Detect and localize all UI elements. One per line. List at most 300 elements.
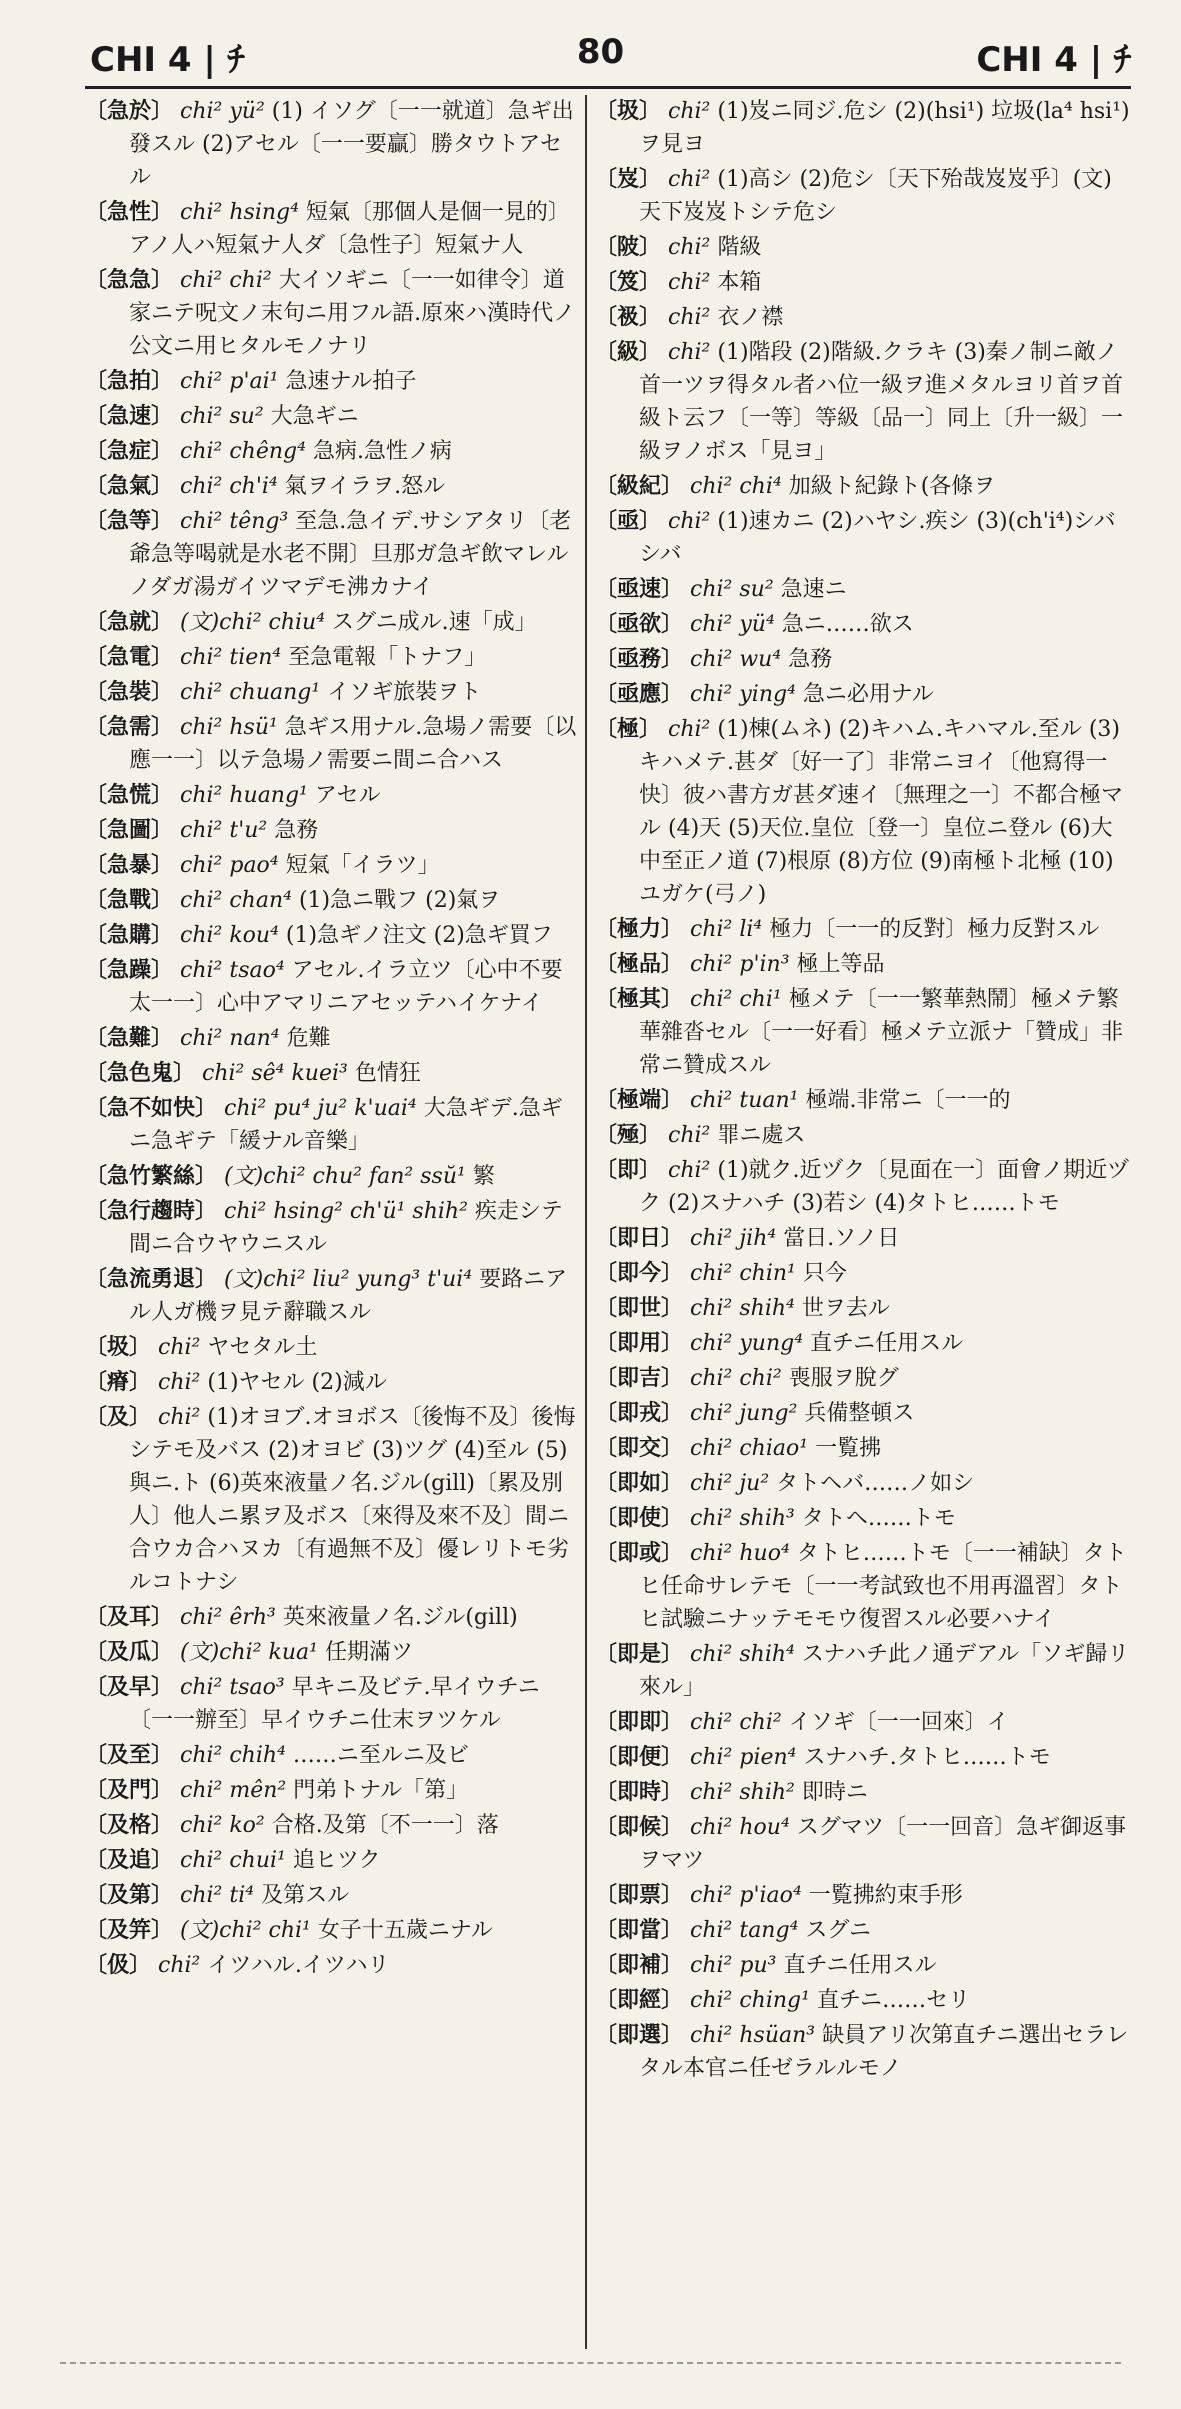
dictionary-entry xyxy=(595,2019,1131,2085)
entry-definition: 英來液量ノ名.ジル(gill) xyxy=(282,1605,518,1630)
entry-definition: (1)岌ニ同ジ.危シ (2)(hsi¹) 垃圾(la⁴ hsi¹)ヲ見ヨ xyxy=(639,99,1130,157)
entry-romanization: chi² nan⁴ xyxy=(180,1026,280,1051)
entry-definition: (1) イソグ〔一一就道〕急ギ出發スル (2)アセル〔一一要贏〕勝タウトアセル xyxy=(129,99,574,190)
entry-romanization: chi² xyxy=(158,1370,201,1395)
entry-headword: 〔急色鬼〕 xyxy=(85,1060,196,1086)
entry-headword: 〔極其〕 xyxy=(595,986,684,1012)
entry-definition: 氣ヲイラヲ.怒ル xyxy=(284,474,446,499)
entry-headword: 〔即或〕 xyxy=(595,1540,684,1566)
entry-headword: 〔急性〕 xyxy=(85,199,174,225)
entry-romanization: chi² pien⁴ xyxy=(690,1745,797,1770)
header-left-guide: CHI 4 | ﾁ xyxy=(90,40,245,80)
entry-definition: アセル xyxy=(314,783,381,808)
entry-headword: 〔急就〕 xyxy=(85,609,174,635)
entry-romanization: chi² chi¹ xyxy=(690,987,782,1012)
entry-romanization: chi² jih⁴ xyxy=(690,1226,777,1251)
entry-romanization: (文)chi² chi¹ xyxy=(180,1918,311,1943)
entry-definition: ヤセタル土 xyxy=(207,1335,318,1360)
dictionary-entry xyxy=(595,1432,1131,1465)
entry-headword: 〔圾〕 xyxy=(85,1334,152,1360)
entry-definition: イソギ〔一一回來〕イ xyxy=(788,1710,1009,1735)
entry-romanization: chi² shih³ xyxy=(690,1506,795,1531)
entry-romanization: chi² ying⁴ xyxy=(690,682,796,707)
entry-romanization: chi² ti⁴ xyxy=(180,1883,255,1908)
dictionary-entry xyxy=(85,1739,580,1772)
header-right-guide: CHI 4 | ﾁ xyxy=(976,40,1131,80)
dictionary-entry xyxy=(595,1257,1131,1290)
dictionary-entry xyxy=(85,1195,580,1261)
entry-romanization: chi² li⁴ xyxy=(690,917,763,942)
left-column xyxy=(85,95,580,2349)
page-header xyxy=(70,22,1131,82)
entry-headword: 〔急於〕 xyxy=(85,98,174,124)
dictionary-entry xyxy=(85,196,580,262)
dictionary-entry xyxy=(85,814,580,847)
entry-definition: (1)速カニ (2)ハヤシ.疾シ (3)(ch'i⁴)シバシバ xyxy=(639,509,1116,567)
entry-definition: 至急.急イデ.サシアタリ〔老爺急等喝就是水老不開〕旦那ガ急ギ飲マレルノダガ湯ガイツマデモ沸カナイ xyxy=(129,509,572,600)
entry-definition: 階級 xyxy=(717,235,762,260)
entry-headword: 〔急等〕 xyxy=(85,508,174,534)
entry-headword: 〔即用〕 xyxy=(595,1330,684,1356)
entry-romanization: chi² jung² xyxy=(690,1401,798,1426)
dictionary-entry xyxy=(595,1776,1131,1809)
entry-romanization: (文)chi² chiu⁴ xyxy=(180,610,326,635)
entry-romanization: chi² xyxy=(668,509,711,534)
entry-headword: 〔及笄〕 xyxy=(85,1917,174,1943)
entry-romanization: chi² shih² xyxy=(690,1780,795,1805)
entry-headword: 〔亟應〕 xyxy=(595,681,684,707)
entry-romanization: chi² mên² xyxy=(180,1778,287,1803)
entry-romanization: chi² hsing⁴ xyxy=(180,200,299,225)
dictionary-entry xyxy=(85,884,580,917)
entry-romanization: chi² ko² xyxy=(180,1813,265,1838)
dictionary-entry xyxy=(85,779,580,812)
entry-headword: 〔急購〕 xyxy=(85,922,174,948)
entry-headword: 〔急躁〕 xyxy=(85,957,174,983)
entry-romanization: chi² chih⁴ xyxy=(180,1743,286,1768)
entry-definition: 缺員アリ次第直チニ選出セラレタル本官ニ任ゼラルルモノ xyxy=(639,2023,1129,2081)
entry-headword: 〔急需〕 xyxy=(85,714,174,740)
entry-headword: 〔及〕 xyxy=(85,1404,152,1430)
entry-headword: 〔及至〕 xyxy=(85,1742,174,1768)
entry-romanization: chi² pu³ xyxy=(690,1953,777,1978)
entry-headword: 〔即戎〕 xyxy=(595,1400,684,1426)
dictionary-entry xyxy=(595,678,1131,711)
entry-definition: 合格.及第〔不一一〕落 xyxy=(271,1813,499,1838)
dictionary-entry xyxy=(595,1084,1131,1117)
dictionary-entry xyxy=(85,676,580,709)
dictionary-entry xyxy=(85,1057,580,1090)
entry-romanization: chi² pao⁴ xyxy=(180,853,279,878)
entry-headword: 〔圾〕 xyxy=(595,98,662,124)
entry-romanization: chi² tsao³ xyxy=(180,1675,285,1700)
entry-headword: 〔即是〕 xyxy=(595,1641,684,1667)
entry-romanization: chi² huang¹ xyxy=(180,783,308,808)
entry-definition: (1)急ニ戰フ (2)氣ヲ xyxy=(298,888,501,913)
entry-headword: 〔亟務〕 xyxy=(595,646,684,672)
entry-definition: 門弟トナル「第」 xyxy=(293,1778,469,1803)
dictionary-entry xyxy=(85,1671,580,1737)
dictionary-entry xyxy=(595,1914,1131,1947)
entry-definition: 急務 xyxy=(788,647,833,672)
entry-headword: 〔即今〕 xyxy=(595,1260,684,1286)
entry-romanization: chi² xyxy=(668,717,711,742)
entry-romanization: chi² chi⁴ xyxy=(690,474,782,499)
entry-headword: 〔急流勇退〕 xyxy=(85,1266,218,1292)
header-rule xyxy=(85,86,1131,89)
entry-romanization: chi² chuang¹ xyxy=(180,680,321,705)
entry-definition: 女子十五歲ニナル xyxy=(317,1918,493,1943)
entry-definition: 一覧拂 xyxy=(815,1436,882,1461)
entry-headword: 〔及耳〕 xyxy=(85,1604,174,1630)
dictionary-entry xyxy=(85,849,580,882)
entry-definition: 本箱 xyxy=(717,270,762,295)
entry-headword: 〔及瓜〕 xyxy=(85,1639,174,1665)
entry-definition: 及第スル xyxy=(261,1883,350,1908)
entry-romanization: chi² chiao¹ xyxy=(690,1436,809,1461)
entry-headword: 〔衱〕 xyxy=(595,304,662,330)
dictionary-entry xyxy=(85,1366,580,1399)
entry-headword: 〔即當〕 xyxy=(595,1917,684,1943)
entry-definition: 短氣「イラツ」 xyxy=(285,853,440,878)
entry-definition: 極上等品 xyxy=(796,952,885,977)
entry-romanization: chi² chi² xyxy=(690,1710,782,1735)
dictionary-entry xyxy=(595,643,1131,676)
entry-headword: 〔即吉〕 xyxy=(595,1365,684,1391)
dictionary-entry xyxy=(595,1327,1131,1360)
entry-definition: 疾走シテ間ニ合ウヤウニスル xyxy=(129,1199,563,1257)
entry-romanization: chi² hou⁴ xyxy=(690,1815,790,1840)
entry-definition: 即時ニ xyxy=(801,1780,868,1805)
entry-headword: 〔即時〕 xyxy=(595,1779,684,1805)
dictionary-entry xyxy=(85,1263,580,1329)
entry-headword: 〔瘠〕 xyxy=(85,1369,152,1395)
column-divider xyxy=(585,95,587,2349)
entry-romanization: chi² t'u² xyxy=(180,818,268,843)
entry-definition: 衣ノ襟 xyxy=(717,305,784,330)
dictionary-entry xyxy=(85,1809,580,1842)
entry-definition: 兵備整頓ス xyxy=(804,1401,915,1426)
entry-romanization: chi² xyxy=(158,1405,201,1430)
entry-definition: 危難 xyxy=(286,1026,331,1051)
entry-definition: (1)急ギノ注文 (2)急ギ買フ xyxy=(285,923,553,948)
dictionary-entry xyxy=(85,470,580,503)
entry-headword: 〔極品〕 xyxy=(595,951,684,977)
entry-definition: スナハチ.タトヒ……トモ xyxy=(803,1745,1051,1770)
entry-romanization: (文)chi² liu² yung³ t'ui⁴ xyxy=(224,1267,473,1292)
entry-headword: 〔急戰〕 xyxy=(85,887,174,913)
dictionary-entry xyxy=(595,505,1131,571)
entry-headword: 〔級〕 xyxy=(595,339,662,365)
dictionary-entry xyxy=(85,641,580,674)
entry-definition: 至急電報「トナフ」 xyxy=(288,645,487,670)
entry-headword: 〔即候〕 xyxy=(595,1814,684,1840)
entry-definition: 直チニ任用スル xyxy=(783,1953,937,1978)
entry-headword: 〔即〕 xyxy=(595,1157,662,1183)
entry-romanization: chi² chui¹ xyxy=(180,1848,286,1873)
entry-romanization: chi² ching¹ xyxy=(690,1988,810,2013)
entry-romanization: chi² p'in³ xyxy=(690,952,790,977)
entry-romanization: chi² xyxy=(668,235,711,260)
dictionary-entry xyxy=(85,1022,580,1055)
entry-definition: (1)高シ (2)危シ〔天下殆哉岌岌乎〕(文)天下岌岌トシテ危シ xyxy=(639,167,1112,225)
entry-definition: 急速ニ xyxy=(780,577,847,602)
dictionary-entry xyxy=(595,163,1131,229)
dictionary-entry xyxy=(595,1706,1131,1739)
dictionary-entry xyxy=(595,1984,1131,2017)
dictionary-entry xyxy=(85,1774,580,1807)
dictionary-entry xyxy=(595,608,1131,641)
entry-romanization: chi² pu⁴ ju² k'uai⁴ xyxy=(224,1096,417,1121)
entry-definition: 一覧拂約束手形 xyxy=(808,1883,963,1908)
entry-definition: 要路ニアル人ガ機ヲ見テ辭職スル xyxy=(129,1267,568,1325)
dictionary-entry xyxy=(595,336,1131,468)
entry-headword: 〔急難〕 xyxy=(85,1025,174,1051)
entry-definition: 直チニ任用スル xyxy=(810,1331,964,1356)
entry-headword: 〔及格〕 xyxy=(85,1812,174,1838)
entry-headword: 〔即便〕 xyxy=(595,1744,684,1770)
entry-romanization: chi² ju² xyxy=(690,1471,770,1496)
dictionary-entry xyxy=(595,948,1131,981)
entry-headword: 〔伋〕 xyxy=(85,1952,152,1978)
entry-romanization: chi² êrh³ xyxy=(180,1605,276,1630)
entry-definition: 追ヒツク xyxy=(292,1848,381,1873)
dictionary-entry xyxy=(595,1154,1131,1220)
dictionary-entry xyxy=(85,919,580,952)
entry-definition: スナハチ此ノ通デアル「ソギ歸リ來ル」 xyxy=(639,1642,1130,1700)
entry-headword: 〔極〕 xyxy=(595,716,662,742)
entry-definition: 大急ギデ.急ギニ急ギテ「緩ナル音樂」 xyxy=(129,1096,563,1154)
entry-definition: 急病.急性ノ病 xyxy=(312,439,452,464)
right-column xyxy=(595,95,1131,2349)
entry-definition: 喪服ヲ脫グ xyxy=(788,1366,899,1391)
entry-romanization: chi² p'ai¹ xyxy=(180,369,279,394)
entry-definition: 極メテ〔一一繁華熱鬧〕極メテ繁華雜沓セル〔一一好看〕極メテ立派ナ「贊成」非常ニ贊成スル xyxy=(639,987,1124,1078)
entry-definition: 繁 xyxy=(472,1164,495,1189)
entry-romanization: chi² xyxy=(158,1953,201,1978)
entry-headword: 〔即世〕 xyxy=(595,1295,684,1321)
entry-definition: 急ギス用ナル.急場ノ需要〔以應一一〕以テ急場ノ需要ニ間ニ合ハス xyxy=(129,715,577,773)
entry-definition: (1)棟(ムネ) (2)キハム.キハマル.至ル (3)キハメテ.甚ダ〔好一了〕非常ニヨイ〔他寫得一快〕彼ハ書方ガ甚ダ速イ〔無理之一〕不都合極マル (4)天 (5)天位.皇位〔登一〕皇位ニ登ル (6)大中至正ノ道 (7)根原 (8)方位 (9)南極ト北極 (10)ユガケ(弓ノ) xyxy=(639,717,1124,907)
dictionary-entry xyxy=(595,1362,1131,1395)
entry-definition: 短氣〔那個人是個一見的〕アノ人ハ短氣ナ人ダ〔急性子〕短氣ナ人 xyxy=(129,200,570,258)
entry-definition: アセル.イラ立ツ〔心中不要太一一〕心中アマリニアセッテハイケナイ xyxy=(129,958,563,1016)
entry-romanization: chi² têng³ xyxy=(180,509,289,534)
entry-definition: (1)就ク.近ヅク〔見面在一〕面會ノ期近ヅク (2)スナハチ (3)若シ (4)タトヒ……トモ xyxy=(639,1158,1130,1216)
dictionary-entry xyxy=(595,1879,1131,1912)
dictionary-entry xyxy=(595,713,1131,911)
dictionary-entry xyxy=(85,1636,580,1669)
entry-headword: 〔陂〕 xyxy=(595,234,662,260)
entry-romanization: chi² p'iao⁴ xyxy=(690,1883,802,1908)
entry-romanization: chi² xyxy=(668,305,711,330)
dictionary-entry xyxy=(85,95,580,194)
entry-romanization: chi² chi² xyxy=(180,268,272,293)
dictionary-entry xyxy=(595,1467,1131,1500)
entry-definition: 極力〔一一的反對〕極力反對スル xyxy=(769,917,1100,942)
dictionary-entry xyxy=(85,400,580,433)
entry-definition: イツハル.イツハリ xyxy=(207,1953,390,1978)
entry-headword: 〔即選〕 xyxy=(595,2022,684,2048)
entry-definition: 急ニ……欲ス xyxy=(781,612,914,637)
entry-headword: 〔極力〕 xyxy=(595,916,684,942)
entry-romanization: chi² chin¹ xyxy=(690,1261,796,1286)
entry-headword: 〔及追〕 xyxy=(85,1847,174,1873)
entry-romanization: (文)chi² kua¹ xyxy=(180,1640,318,1665)
dictionary-entry xyxy=(595,1638,1131,1704)
entry-headword: 〔急暴〕 xyxy=(85,852,174,878)
dictionary-entry xyxy=(595,231,1131,264)
dictionary-entry xyxy=(85,711,580,777)
dictionary-entry xyxy=(85,1879,580,1912)
entry-headword: 〔急不如快〕 xyxy=(85,1095,218,1121)
entry-definition: スグニ成ル.速「成」 xyxy=(332,610,537,635)
dictionary-entry xyxy=(85,1401,580,1599)
entry-romanization: chi² chi² xyxy=(690,1366,782,1391)
entry-romanization: chi² chan⁴ xyxy=(180,888,292,913)
dictionary-entry xyxy=(85,435,580,468)
entry-definition: 直チニ……セリ xyxy=(816,1988,971,2013)
entry-headword: 〔即如〕 xyxy=(595,1470,684,1496)
entry-romanization: chi² xyxy=(668,270,711,295)
entry-headword: 〔急症〕 xyxy=(85,438,174,464)
entry-romanization: chi² sê⁴ kuei³ xyxy=(202,1061,348,1086)
entry-headword: 〔亟〕 xyxy=(595,508,662,534)
entry-definition: 任期滿ツ xyxy=(324,1640,413,1665)
entry-definition: 急ニ必用ナル xyxy=(802,682,934,707)
entry-headword: 〔級紀〕 xyxy=(595,473,684,499)
entry-romanization: chi² tien⁴ xyxy=(180,645,282,670)
dictionary-entry xyxy=(595,573,1131,606)
dictionary-entry xyxy=(595,983,1131,1082)
entry-romanization: chi² shih⁴ xyxy=(690,1296,795,1321)
dictionary-entry xyxy=(595,1292,1131,1325)
entry-romanization: chi² hsüan³ xyxy=(690,2023,816,2048)
entry-romanization: chi² tsao⁴ xyxy=(180,958,285,983)
entry-romanization: chi² hsing² ch'ü¹ shih² xyxy=(224,1199,468,1224)
entry-headword: 〔急裝〕 xyxy=(85,679,174,705)
entry-definition: 急速ナル拍子 xyxy=(285,369,417,394)
entry-definition: スグニ xyxy=(805,1918,871,1943)
dictionary-entry xyxy=(85,365,580,398)
entry-definition: (1)階段 (2)階級.クラキ (3)秦ノ制ニ敵ノ首一ツヲ得タル者ハ位一級ヲ進メタルヨリ首ヲ首級ト云フ〔一等〕等級〔品一〕同上〔升一級〕一級ヲノボス「見ヨ」 xyxy=(639,340,1124,464)
dictionary-entry xyxy=(595,1397,1131,1430)
entry-headword: 〔急圖〕 xyxy=(85,817,174,843)
entry-definition: 只今 xyxy=(802,1261,847,1286)
entry-headword: 〔急急〕 xyxy=(85,267,174,293)
entry-romanization: chi² ch'i⁴ xyxy=(180,474,278,499)
entry-headword: 〔殛〕 xyxy=(595,1122,662,1148)
dictionary-entry xyxy=(85,264,580,363)
dictionary-entry xyxy=(595,1119,1131,1152)
page-number: 80 xyxy=(576,32,625,72)
dictionary-entry xyxy=(85,606,580,639)
entry-headword: 〔急拍〕 xyxy=(85,368,174,394)
entry-romanization: chi² wu⁴ xyxy=(690,647,782,672)
entry-romanization: chi² xyxy=(668,340,711,365)
entry-definition: イソギ旅裝ヲト xyxy=(327,680,482,705)
dictionary-entry xyxy=(85,1914,580,1947)
entry-romanization: chi² yü² xyxy=(180,99,265,124)
entry-headword: 〔及早〕 xyxy=(85,1674,174,1700)
entry-romanization: chi² xyxy=(158,1335,201,1360)
entry-romanization: chi² yü⁴ xyxy=(690,612,775,637)
entry-definition: (1)オヨブ.オヨボス〔後悔不及〕後悔シテモ及バス (2)オヨビ (3)ツグ (4)至ル (5)與ニ.ト (6)英來液量ノ名.ジル(gill)〔累及別人〕他人ニ累ヲ及ボス〔來得及來不及〕間ニ合ウカ合ハヌカ〔有過無不及〕優レリトモ劣ルコトナシ xyxy=(129,1405,576,1595)
dictionary-entry xyxy=(595,1537,1131,1636)
dictionary-entry xyxy=(85,1331,580,1364)
entry-romanization: chi² kou⁴ xyxy=(180,923,279,948)
dictionary-entry xyxy=(595,913,1131,946)
entry-definition: (1)ヤセル (2)減ル xyxy=(207,1370,387,1395)
entry-definition: 色情狂 xyxy=(354,1061,421,1086)
entry-headword: 〔急氣〕 xyxy=(85,473,174,499)
entry-headword: 〔急慌〕 xyxy=(85,782,174,808)
entry-definition: ……ニ至ルニ及ビ xyxy=(292,1743,469,1768)
entry-headword: 〔及門〕 xyxy=(85,1777,174,1803)
dictionary-entry xyxy=(595,266,1131,299)
dictionary-entry xyxy=(595,1811,1131,1877)
entry-headword: 〔即票〕 xyxy=(595,1882,684,1908)
entry-headword: 〔亟欲〕 xyxy=(595,611,684,637)
entry-headword: 〔急電〕 xyxy=(85,644,174,670)
entry-headword: 〔亟速〕 xyxy=(595,576,684,602)
entry-romanization: chi² su² xyxy=(180,404,264,429)
entry-definition: 大急ギニ xyxy=(270,404,359,429)
entry-headword: 〔即即〕 xyxy=(595,1709,684,1735)
dictionary-entry xyxy=(85,1160,580,1193)
entry-romanization: chi² xyxy=(668,1158,711,1183)
entry-definition: 罪ニ處ス xyxy=(717,1123,806,1148)
dictionary-entry xyxy=(595,1741,1131,1774)
entry-headword: 〔及第〕 xyxy=(85,1882,174,1908)
entry-headword: 〔即日〕 xyxy=(595,1225,684,1251)
dictionary-entry xyxy=(595,1949,1131,1982)
entry-headword: 〔極端〕 xyxy=(595,1087,684,1113)
entry-romanization: chi² xyxy=(668,99,711,124)
dictionary-entry xyxy=(595,301,1131,334)
entry-headword: 〔即經〕 xyxy=(595,1987,684,2013)
entry-headword: 〔急速〕 xyxy=(85,403,174,429)
dictionary-entry xyxy=(595,470,1131,503)
entry-romanization: chi² tuan¹ xyxy=(690,1088,799,1113)
dictionary-entry xyxy=(85,1601,580,1634)
dictionary-entry xyxy=(85,1844,580,1877)
dictionary-entry xyxy=(85,954,580,1020)
dictionary-entry xyxy=(595,1222,1131,1255)
entry-definition: タトヒ……トモ〔一一補缺〕タトヒ任命サレテモ〔一一考試致也不用再溫習〕タトヒ試驗ニナッテモモウ復習スル必要ハナイ xyxy=(639,1541,1127,1632)
entry-definition: 世ヲ去ル xyxy=(801,1296,890,1321)
entry-headword: 〔笈〕 xyxy=(595,269,662,295)
dictionary-entry xyxy=(85,505,580,604)
entry-romanization: chi² su² xyxy=(690,577,774,602)
entry-headword: 〔急行趨時〕 xyxy=(85,1198,218,1224)
entry-columns xyxy=(85,95,1131,2349)
entry-romanization: chi² shih⁴ xyxy=(690,1642,795,1667)
dictionary-entry xyxy=(595,95,1131,161)
entry-headword: 〔即使〕 xyxy=(595,1505,684,1531)
entry-romanization: chi² chêng⁴ xyxy=(180,439,306,464)
entry-headword: 〔岌〕 xyxy=(595,166,662,192)
dictionary-entry xyxy=(85,1949,580,1982)
dictionary-entry xyxy=(85,1092,580,1158)
entry-definition: タトヘバ……ノ如シ xyxy=(776,1471,975,1496)
entry-definition: 加級ト紀錄ト(各條ヲ xyxy=(788,474,996,499)
entry-headword: 〔急竹繁絲〕 xyxy=(85,1163,218,1189)
entry-headword: 〔即補〕 xyxy=(595,1952,684,1978)
dictionary-entry xyxy=(595,1502,1131,1535)
entry-headword: 〔即交〕 xyxy=(595,1435,684,1461)
entry-definition: 大イソギニ〔一一如律令〕道家ニテ呪文ノ末句ニ用フル語.原來ハ漢時代ノ公文ニ用ヒタルモノナリ xyxy=(129,268,576,359)
